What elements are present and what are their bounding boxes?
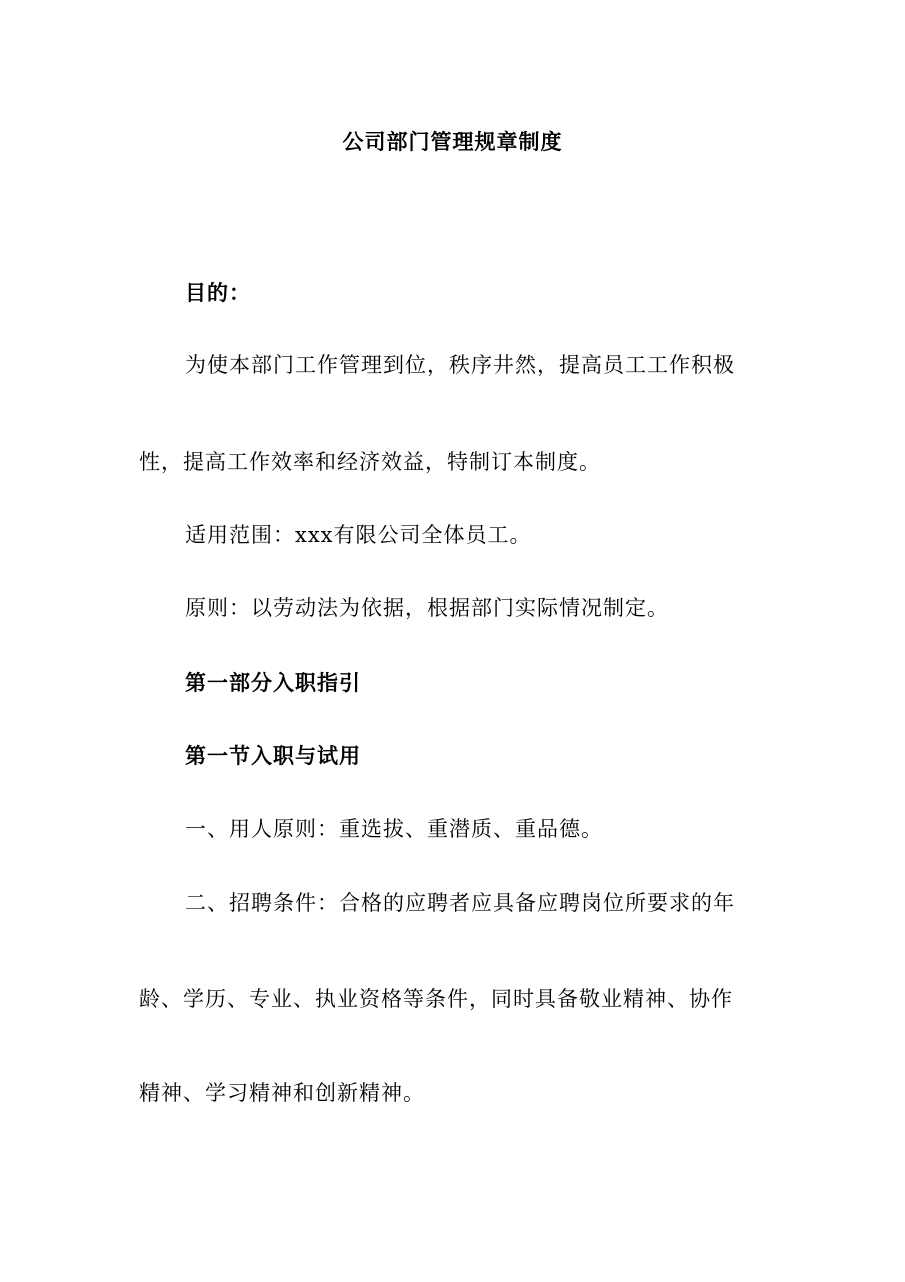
item2-text-line-2: 龄、学历、专业、执业资格等条件，同时具备敬业精神、协作 [139,987,733,1011]
item2-text-line-1: 二、招聘条件：合格的应聘者应具备应聘岗位所要求的年 [185,891,735,915]
item2-text-line-3: 精神、学习精神和创新精神。 [139,1081,425,1105]
document-title: 公司部门管理规章制度 [342,129,563,154]
scope-text: 适用范围：xxx有限公司全体员工。 [185,523,532,547]
purpose-text-line-2: 性，提高工作效率和经济效益，特制订本制度。 [139,450,601,474]
section1-heading: 第一节入职与试用 [185,743,361,768]
part1-heading: 第一部分入职指引 [185,670,361,695]
item1-text: 一、用人原则：重选拔、重潜质、重品德。 [185,817,603,841]
purpose-text-line-1: 为使本部门工作管理到位，秩序井然，提高员工工作积极 [185,353,735,377]
purpose-heading: 目的： [185,280,251,305]
principle-text: 原则：以劳动法为依据，根据部门实际情况制定。 [185,596,669,620]
